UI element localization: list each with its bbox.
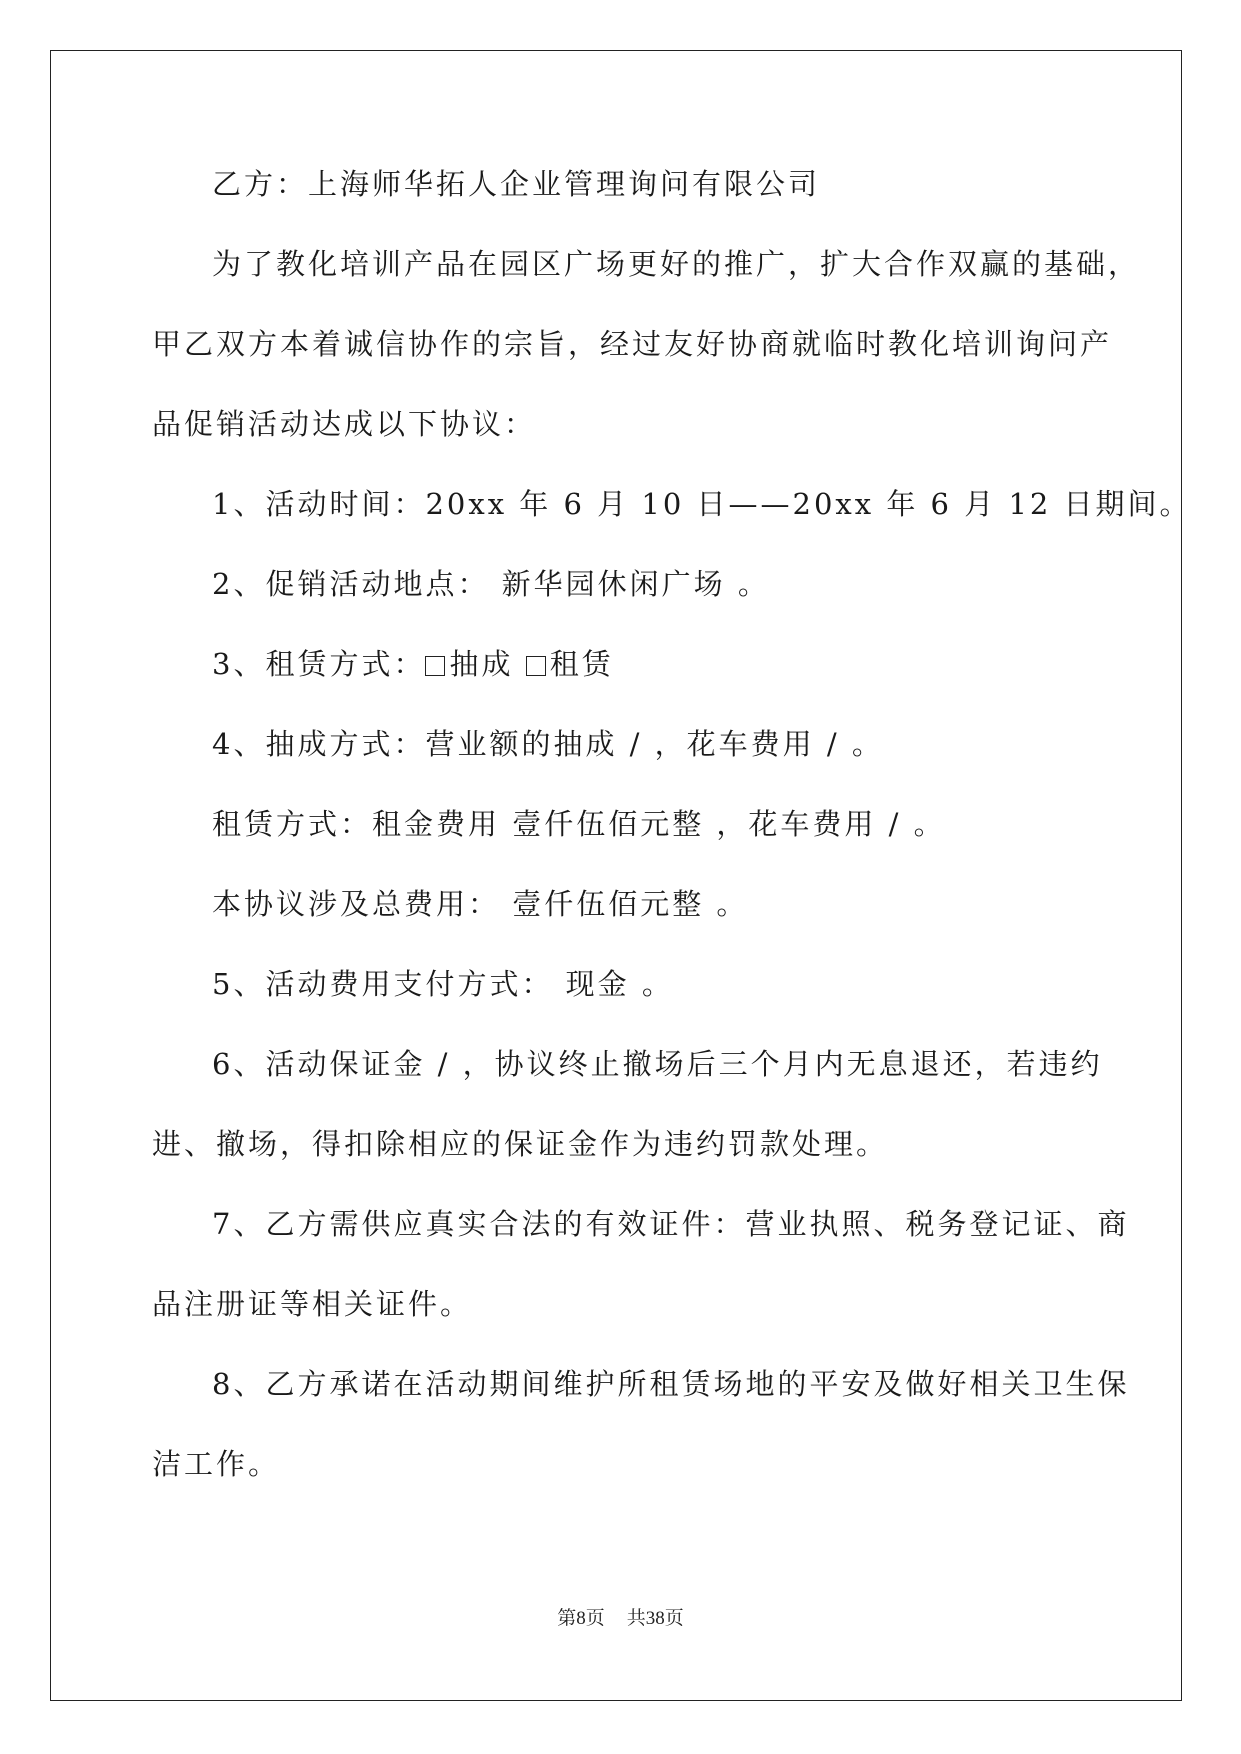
checkbox-lease [526,656,546,676]
lease-method-label: 3、租赁方式： [212,647,426,681]
clause-1-activity-time: 1、活动时间：20xx 年 6 月 10 日——20xx 年 6 月 12 日期间。 [212,487,1192,521]
clause-7-certificates-line-1: 7、乙方需供应真实合法的有效证件：营业执照、税务登记证、商 [212,1207,1130,1241]
clause-6-deposit-line-2: 进、撤场，得扣除相应的保证金作为违约罚款处理。 [152,1127,889,1161]
page-number: 8 [576,1608,586,1629]
clause-2-location: 2、促销活动地点： 新华园休闲广场 。 [212,567,770,601]
lease-method-detail: 租赁方式：租金费用 壹仟伍佰元整 ，花车费用 / 。 [212,807,946,841]
total-fee: 本协议涉及总费用： 壹仟伍佰元整 。 [212,887,749,921]
total-prefix: 共 [626,1607,646,1629]
page-footer [0,1606,1241,1631]
clause-7-certificates-line-2: 品注册证等相关证件。 [152,1287,473,1321]
total-pages: 38 [645,1608,665,1629]
clause-3-lease-method [152,638,1092,718]
option-lease-label: 租赁 [549,647,614,681]
document-body [152,158,1192,1518]
paragraph-party-b: 乙方：上海师华拓人企业管理询问有限公司 [212,167,821,201]
total-suffix: 页 [664,1607,684,1629]
clause-8-safety-line-1: 8、乙方承诺在活动期间维护所租赁场地的平安及做好相关卫生保 [212,1367,1130,1401]
checkbox-commission [425,656,445,676]
paragraph-intro-line-1: 为了教化培训产品在园区广场更好的推广，扩大合作双赢的基础， [212,247,1141,281]
clause-5-payment-method: 5、活动费用支付方式： 现金 。 [212,967,674,1001]
clause-4-commission-method: 4、抽成方式：营业额的抽成 / ，花车费用 / 。 [212,727,884,761]
clause-8-safety-line-2: 洁工作。 [152,1447,281,1481]
page-suffix: 页 [585,1607,605,1629]
paragraph-intro-line-3: 品促销活动达成以下协议： [152,407,537,441]
paragraph-intro-line-2: 甲乙双方本着诚信协作的宗旨，经过友好协商就临时教化培训询问产 [152,327,1113,361]
option-commission-label: 抽成 [449,647,514,681]
page-prefix: 第 [557,1607,577,1629]
clause-6-deposit-line-1: 6、活动保证金 / ，协议终止撤场后三个月内无息退还，若违约 [212,1047,1103,1081]
